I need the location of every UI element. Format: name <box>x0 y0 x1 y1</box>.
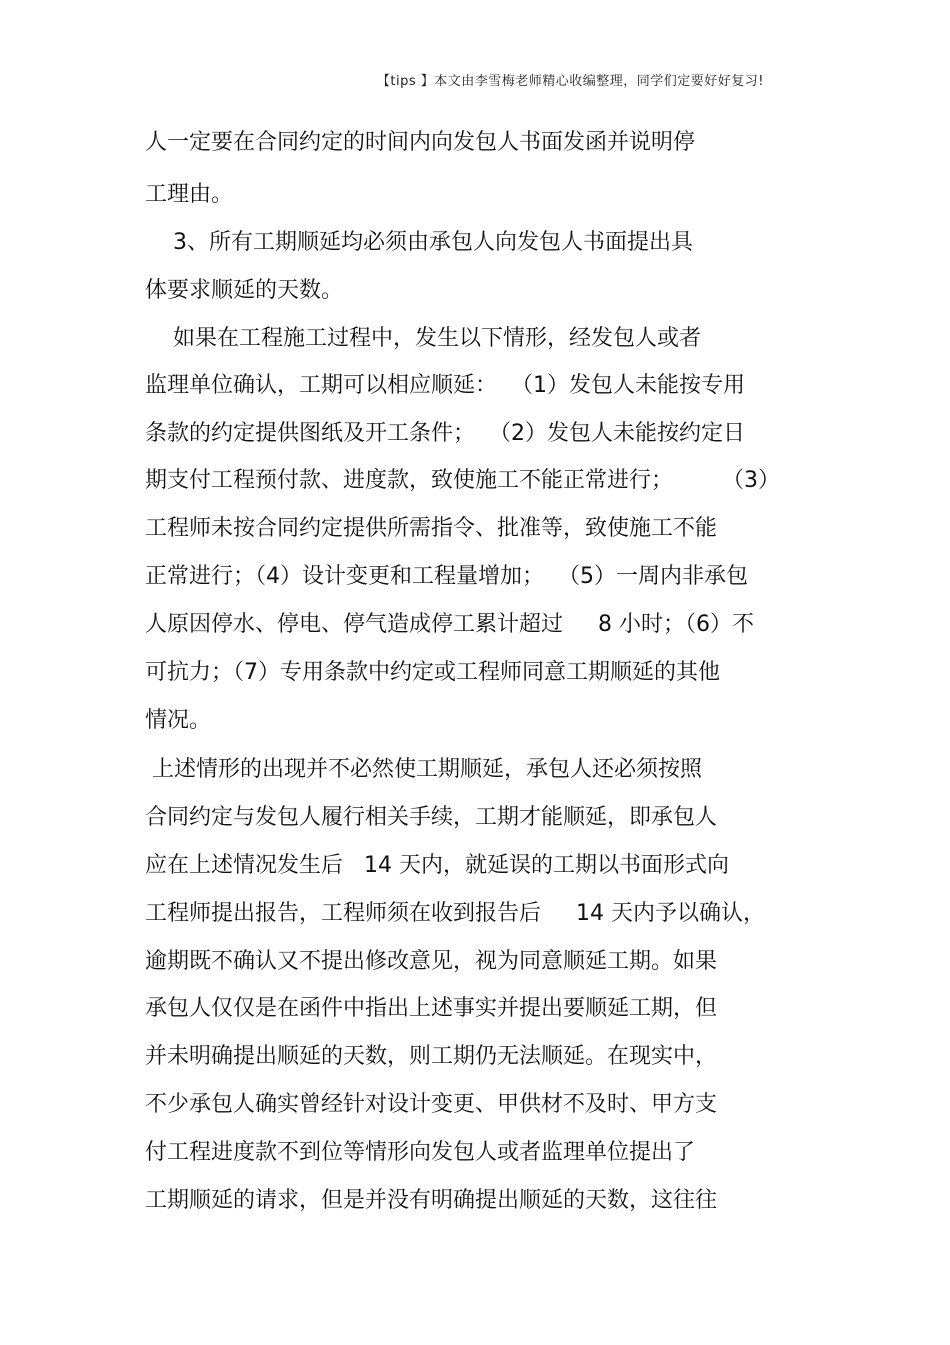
body-line: 应在上述情况发生后 14 天内，就延误的工期以书面形式向 <box>145 853 729 878</box>
body-line: 人一定要在合同约定的时间内向发包人书面发函并说明停 <box>145 130 696 155</box>
body-line: 期支付工程预付款、进度款，致使施工不能正常进行； （3） <box>145 468 780 493</box>
body-line: 3、所有工期顺延均必须由承包人向发包人书面提出具 <box>145 230 693 255</box>
body-line: 合同约定与发包人履行相关手续，工期才能顺延，即承包人 <box>145 805 718 830</box>
body-line: 不少承包人确实曾经针对设计变更、甲供材不及时、甲方支 <box>145 1092 718 1117</box>
header-tip: 【tips 】本文由李雪梅老师精心收编整理，同学们定要好好复习! <box>376 74 764 89</box>
body-line: 如果在工程施工过程中，发生以下情形，经发包人或者 <box>145 326 701 351</box>
body-line: 可抗力；（7）专用条款中约定或工程师同意工期顺延的其他 <box>145 660 720 685</box>
body-line: 正常进行；（4）设计变更和工程量增加； （5）一周内非承包 <box>145 564 748 589</box>
body-line: 上述情形的出现并不必然使工期顺延，承包人还必须按照 <box>145 757 702 782</box>
body-line: 逾期既不确认又不提出修改意见，视为同意顺延工期。如果 <box>145 949 718 974</box>
body-line: 情况。 <box>145 708 212 733</box>
body-line: 工期顺延的请求，但是并没有明确提出顺延的天数，这往往 <box>145 1188 718 1213</box>
body-line: 人原因停水、停电、停气造成停工累计超过 8 小时；（6）不 <box>145 612 754 637</box>
body-line: 承包人仅仅是在函件中指出上述事实并提出要顺延工期，但 <box>145 996 718 1021</box>
body-line: 工理由。 <box>145 182 234 207</box>
body-line: 条款的约定提供图纸及开工条件； （2）发包人未能按约定日 <box>145 421 745 446</box>
body-line: 付工程进度款不到位等情形向发包人或者监理单位提出了 <box>145 1140 696 1165</box>
body-line: 工程师未按合同约定提供所需指令、批准等，致使施工不能 <box>145 516 718 541</box>
body-line: 并未明确提出顺延的天数，则工期仍无法顺延。在现实中， <box>145 1044 718 1069</box>
body-line: 体要求顺延的天数。 <box>145 278 344 303</box>
body-line: 工程师提出报告，工程师须在收到报告后 14 天内予以确认， <box>145 901 765 926</box>
body-line: 监理单位确认，工期可以相应顺延： （1）发包人未能按专用 <box>145 373 745 398</box>
